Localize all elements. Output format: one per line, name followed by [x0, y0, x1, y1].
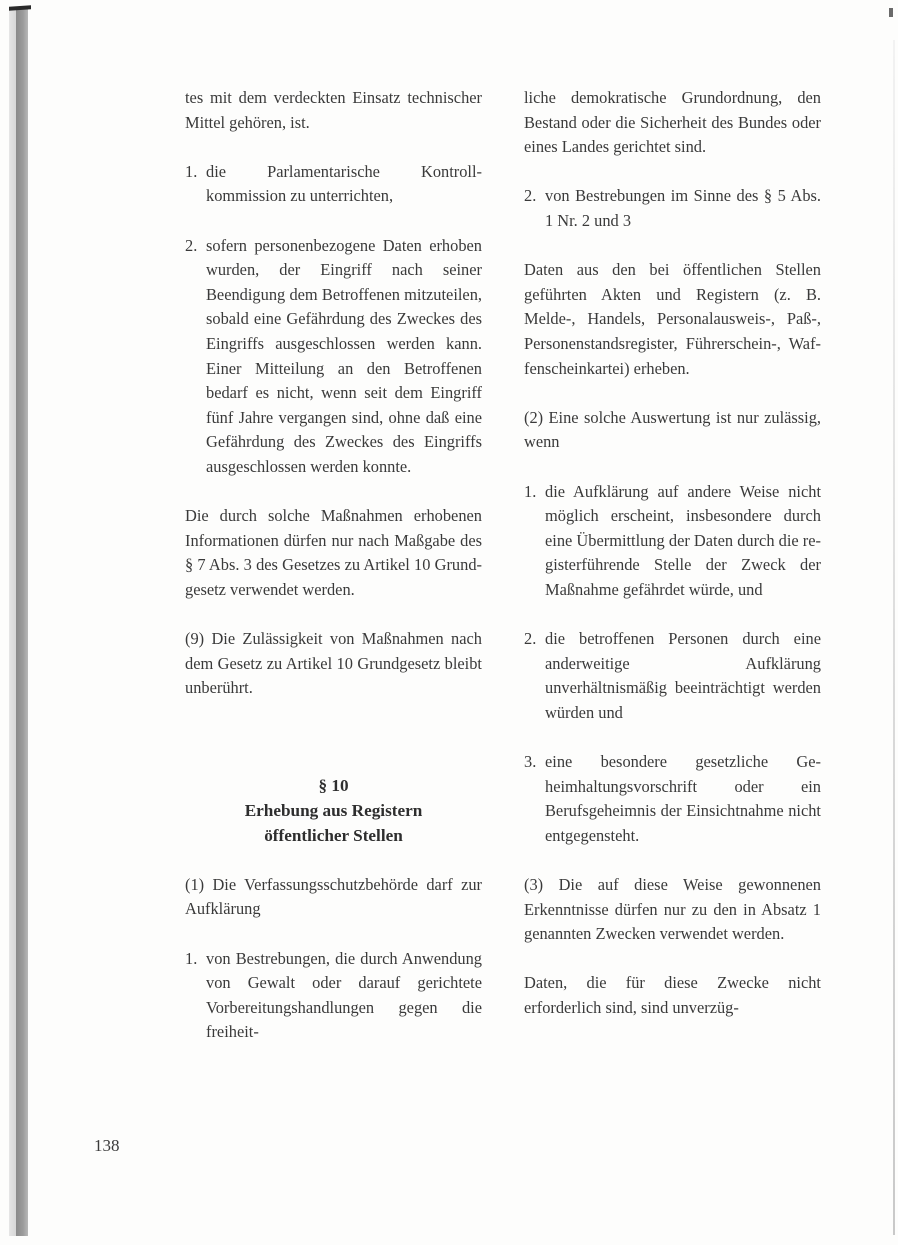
list-item-number: 1.: [185, 948, 198, 968]
list-item-text: sofern personenbezogene Daten erhoben wurden, der Eingriff nach seiner Beendigung dem Betroffenen mitzuteilen, sobald eine Gefährdung des Zweckes des Eingriffs ausgeschlossen werden kann. Einer Mitteilung an den Betroffenen bedarf es nicht, wenn seit dem Eingriff fünf Jahre vergangen sind, ohne daß eine Gefährdung des Zweckes des Eingriffs ausgeschlossen werden konnte.: [206, 235, 482, 476]
list-item-text: die Aufklärung auf andere Weise nicht möglich erscheint, insbesondere durch eine Übermittlung der Daten durch die registerführende Stelle der Zweck der Maßnahme gefährdet würde, und: [545, 481, 821, 599]
section-title-line-2: öffentlicher Stellen: [264, 825, 403, 845]
list-item-text: von Bestrebungen im Sinne des § 5 Abs. 1 Nr. 2 und 3: [545, 186, 821, 230]
list-item: [524, 480, 821, 603]
page-number: 138: [94, 1136, 120, 1155]
list-item-text: die Parlamentarische Kontrollkommission zu unterrichten,: [206, 161, 482, 206]
list-item: [185, 234, 482, 480]
paragraph-1: (1) Die Verfassungsschutzbehörde darf zur Aufklärung: [185, 874, 482, 919]
list-item: [524, 750, 821, 848]
section-title-line-1: Erhebung aus Registern: [244, 801, 423, 821]
list-item-text: eine besondere gesetzliche Geheimhaltungsvorschrift oder ein Berufsgeheimnis der Einsichtnahme nicht entgegensteht.: [545, 752, 821, 845]
paragraph-continuation: liche demokratische Grundordnung, den Bestand oder die Sicherheit des Bundes oder eines Landes gerichtet sind.: [524, 88, 821, 157]
list-item: [185, 160, 482, 209]
paragraph-2: (2) Eine solche Auswertung ist nur zulässig, wenn: [524, 407, 821, 452]
section-heading: [185, 774, 482, 848]
paragraph-data-registers: Daten aus den bei öffentlichen Stellen geführten Akten und Registern (z. B. Melde-, Handels, Personalausweis-, Paß-, Personenstandsregister, Führerschein-, Waffenscheinkartei) erheben.: [524, 260, 821, 378]
paragraph-final: Daten, die für diese Zwecke nicht erforderlich sind, sind unverzüg-: [524, 973, 821, 1017]
section-spacer: [185, 725, 482, 774]
left-text-column: [185, 86, 482, 1070]
list-item: [524, 627, 821, 725]
paragraph-measures: Die durch solche Maßnahmen erhobenen Informationen dürfen nur nach Maßgabe des § 7 Abs. 3 des Gesetzes zu Artikel 10 Grundgesetz verwendet werden.: [185, 506, 482, 599]
right-text-column: [524, 86, 821, 1045]
paragraph-3: (3) Die auf diese Weise gewonnenen Erkenntnisse dürfen nur zu den in Absatz 1 genannten Zwecken verwendet werden.: [524, 875, 821, 944]
paragraph-intro: tes mit dem verdeckten Einsatz technischer Mittel gehören, ist.: [185, 88, 482, 132]
list-item-number: 3.: [524, 752, 537, 772]
list-item: [185, 947, 482, 1045]
section-number: § 10: [318, 776, 349, 796]
scan-corner-mark: [889, 8, 893, 17]
list-item-number: 2.: [185, 235, 198, 255]
list-item-number: 2.: [524, 186, 537, 206]
scan-right-page-edge: [893, 40, 895, 1235]
scan-binding-edge-shadow: [16, 8, 28, 1236]
list-item-number: 2.: [524, 629, 537, 649]
list-item-number: 1.: [185, 161, 198, 181]
list-item-number: 1.: [524, 481, 537, 501]
paragraph-9: (9) Die Zulässigkeit von Maßnahmen nach dem Gesetz zu Artikel 10 Grundgesetz bleibt unberührt.: [185, 629, 482, 698]
list-item: [524, 184, 821, 233]
list-item-text: die betroffenen Personen durch eine anderweitige Aufklärung unverhältnismäßig beeinträchtigt werden würden und: [545, 629, 821, 722]
list-item-text: von Bestrebungen, die durch Anwendung von Gewalt oder darauf gerichtete Vorbereitungshandlungen gegen die freiheit-: [206, 948, 482, 1042]
